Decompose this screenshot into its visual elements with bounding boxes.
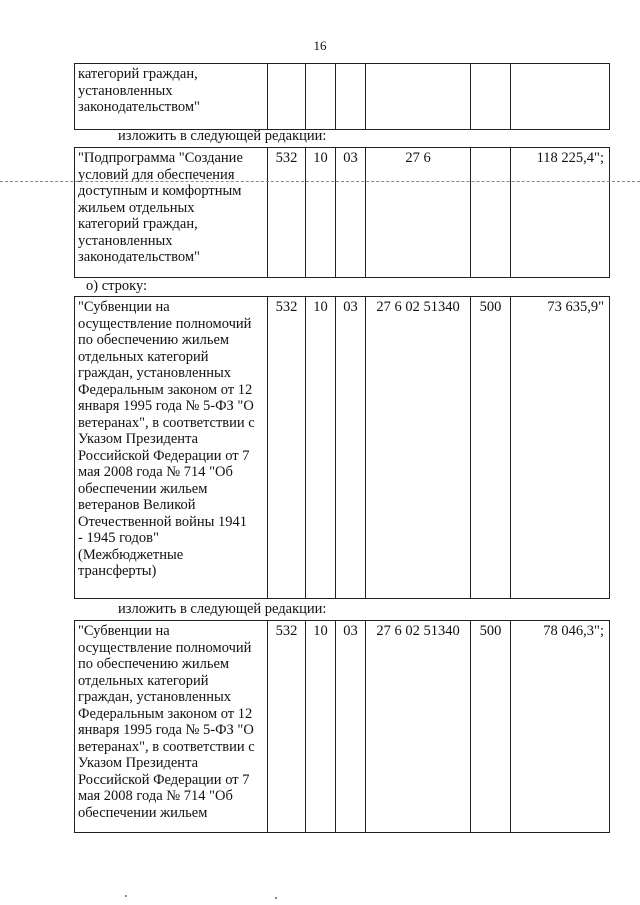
name-line: по обеспечению жильем	[78, 656, 230, 672]
name-line: ветеранов Великой	[78, 497, 196, 513]
name-line: законодательством"	[78, 99, 200, 115]
row-name-cell	[75, 148, 268, 278]
name-line: Федеральным законом от 12	[78, 381, 253, 398]
ministry-cell: 532	[268, 148, 306, 278]
subsection-cell: 03	[336, 148, 366, 278]
ministry-cell: 532	[268, 297, 306, 599]
section-cell	[306, 64, 336, 130]
name-line: категорий граждан,	[78, 66, 198, 82]
name-line: мая 2008 года № 714 "Об	[78, 464, 233, 480]
target-cell: 27 6	[366, 148, 471, 278]
target-cell	[366, 64, 471, 130]
name-line: Российской Федерации от 7	[78, 447, 250, 464]
name-line: осуществление полномочий	[78, 639, 252, 656]
name-line: января 1995 года № 5-ФЗ "О	[78, 722, 254, 738]
budget-table-old-row	[74, 296, 610, 599]
name-line: Российской Федерации от 7	[78, 771, 250, 788]
page-number: 16	[313, 38, 327, 53]
subsection-cell: 03	[336, 621, 366, 833]
name-line: обеспечении жильем	[78, 480, 208, 497]
row-name-cell	[75, 64, 268, 130]
ministry-cell	[268, 64, 306, 130]
row-name-cell	[75, 621, 268, 833]
amount-cell	[511, 64, 610, 130]
ministry-cell: 532	[268, 621, 306, 833]
vr-cell: 500	[471, 621, 511, 833]
name-line: по обеспечению жильем	[78, 332, 230, 348]
name-line: мая 2008 года № 714 "Об	[78, 788, 233, 804]
vr-cell: 500	[471, 297, 511, 599]
name-line: категорий граждан,	[78, 216, 198, 232]
name-line: отдельных категорий	[78, 672, 209, 689]
name-line: "Субвенции на	[78, 299, 170, 315]
target-cell: 27 6 02 51340	[366, 621, 471, 833]
section-cell: 10	[306, 621, 336, 833]
section-cell: 10	[306, 148, 336, 278]
name-line: условий для обеспечения	[78, 166, 235, 183]
instruction-replace: изложить в следующей редакции:	[118, 601, 327, 617]
amount-cell: 73 635,9"	[511, 297, 610, 599]
name-line: отдельных категорий	[78, 348, 209, 365]
name-line: доступным и комфортным	[78, 183, 242, 199]
name-line: трансферты)	[78, 563, 157, 579]
scan-artifact-dot	[125, 895, 127, 897]
name-line: обеспечении жильем	[78, 804, 208, 821]
amount-cell: 78 046,3";	[511, 621, 610, 833]
name-line: установленных	[78, 82, 173, 99]
name-line: "Субвенции на	[78, 623, 170, 639]
name-line: января 1995 года № 5-ФЗ "О	[78, 398, 254, 414]
name-line: осуществление полномочий	[78, 315, 252, 332]
name-line: Указом Президента	[78, 755, 199, 771]
budget-table-new-row	[74, 620, 610, 833]
vr-cell	[471, 148, 511, 278]
target-cell: 27 6 02 51340	[366, 297, 471, 599]
name-line: "Подпрограмма "Создание	[78, 150, 243, 166]
name-line: граждан, установленных	[78, 365, 231, 381]
name-line: установленных	[78, 232, 173, 249]
name-line: Указом Президента	[78, 431, 199, 447]
name-line: граждан, установленных	[78, 689, 231, 705]
instruction-row-label: о) строку:	[86, 278, 148, 294]
instruction-replace: изложить в следующей редакции:	[118, 128, 327, 144]
row-name-cell	[75, 297, 268, 599]
name-line: ветеранах", в соответствии с	[78, 414, 255, 431]
name-line: - 1945 годов"	[78, 530, 159, 546]
section-cell: 10	[306, 297, 336, 599]
scan-artifact-line	[0, 181, 640, 182]
table-row	[75, 297, 610, 599]
table-row	[75, 148, 610, 278]
scan-artifact-dot	[275, 897, 277, 899]
subsection-cell	[336, 64, 366, 130]
name-line: (Межбюджетные	[78, 546, 184, 563]
name-line: Федеральным законом от 12	[78, 705, 253, 722]
name-line: законодательством"	[78, 249, 200, 265]
table-row	[75, 621, 610, 833]
name-line: Отечественной войны 1941	[78, 513, 247, 530]
subsection-cell: 03	[336, 297, 366, 599]
budget-table-continued	[74, 63, 610, 130]
table-row	[75, 64, 610, 130]
budget-table-subprogram	[74, 147, 610, 278]
amount-cell: 118 225,4";	[511, 148, 610, 278]
name-line: жильем отдельных	[78, 199, 195, 216]
name-line: ветеранах", в соответствии с	[78, 738, 255, 755]
vr-cell	[471, 64, 511, 130]
